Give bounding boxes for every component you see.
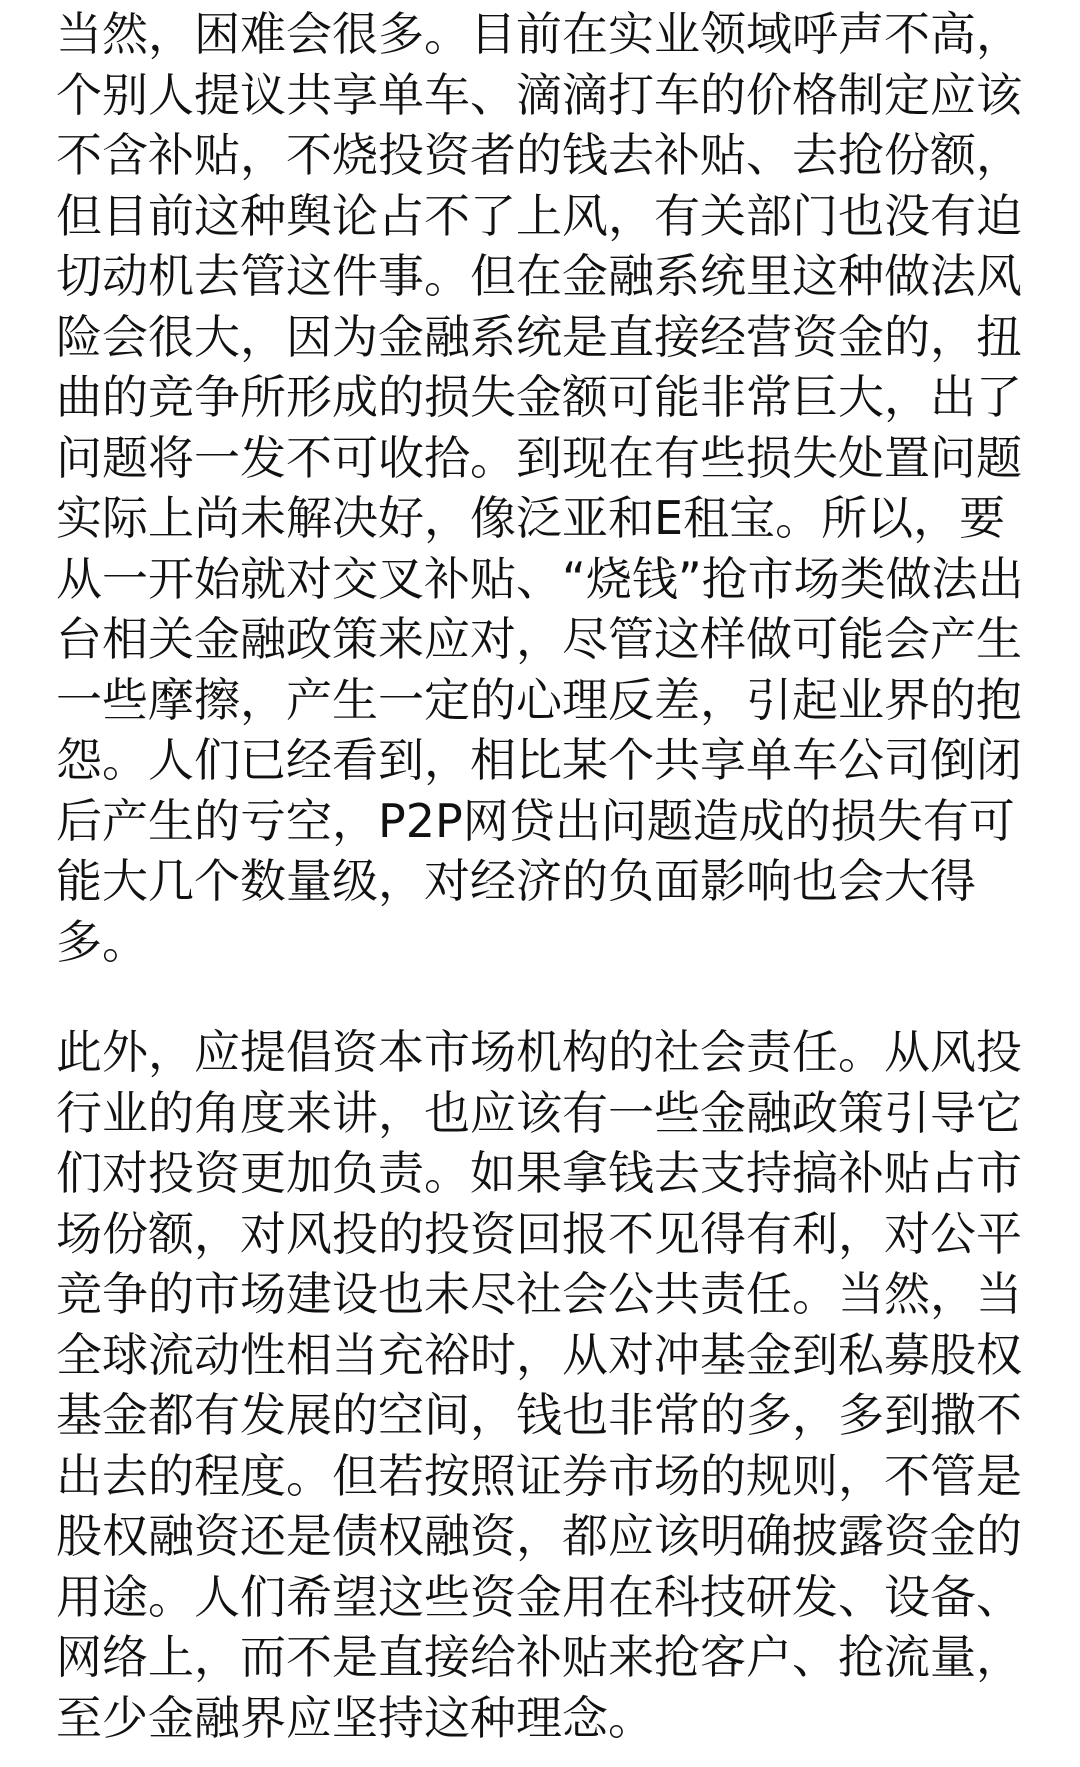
text-line: 实际上尚未解决好，像泛亚和E租宝。所以，要 <box>56 491 1006 545</box>
text-line: 用途。人们希望这些资金用在科技研发、设备、 <box>56 1569 1022 1624</box>
text-line: 台相关金融政策来应对，尽管这样做可能会产生 <box>56 612 1022 666</box>
text-line: 曲的竞争所形成的损失金额可能非常巨大，出了 <box>56 370 1022 424</box>
text-line: 但目前这种舆论占不了上风，有关部门也没有迫 <box>56 188 1022 243</box>
text-line: 不含补贴，不烧投资者的钱去补贴、去抢份额， <box>56 128 1022 182</box>
text-line: 们对投资更加负责。如果拿钱去支持搞补贴占市 <box>56 1146 1022 1200</box>
text-line: 能大几个数量级，对经济的负面影响也会大得 <box>56 854 976 908</box>
text-line: 股权融资还是债权融资，都应该明确披露资金的 <box>56 1509 1022 1563</box>
text-line: 怨。人们已经看到，相比某个共享单车公司倒闭 <box>56 733 1022 787</box>
text-line: 行业的角度来讲，也应该有一些金融政策引导它 <box>56 1085 1022 1140</box>
text-line: 网络上，而不是直接给补贴来抢客户、抢流量， <box>56 1630 1022 1684</box>
text-line: 此外，应提倡资本市场机构的社会责任。从风投 <box>56 1025 1022 1079</box>
text-line: 个别人提议共享单车、滴滴打车的价格制定应该 <box>56 67 1022 122</box>
text-line: 多。 <box>56 914 148 969</box>
paragraph-2 <box>56 1022 1022 1748</box>
text-line: 从一开始就对交叉补贴、“烧钱”抢市场类做法出 <box>56 551 1024 606</box>
text-line: 一些摩擦，产生一定的心理反差，引起业界的抱 <box>56 672 1022 727</box>
text-line: 至少金融界应坚持这种理念。 <box>56 1690 654 1745</box>
text-line: 出去的程度。但若按照证券市场的规则，不管是 <box>56 1448 1022 1503</box>
text-line: 切动机去管这件事。但在金融系统里这种做法风 <box>56 249 1022 303</box>
text-line: 当然，困难会很多。目前在实业领域呼声不高， <box>56 7 1022 61</box>
text-line: 后产生的亏空，P2P网贷出问题造成的损失有可 <box>56 793 1015 848</box>
text-line: 基金都有发展的空间，钱也非常的多，多到撒不 <box>56 1388 1022 1442</box>
text-line: 竞争的市场建设也未尽社会公共责任。当然，当 <box>56 1267 1022 1321</box>
text-line: 险会很大，因为金融系统是直接经营资金的，扭 <box>56 309 1022 364</box>
text-line: 全球流动性相当充裕时，从对冲基金到私募股权 <box>56 1327 1022 1382</box>
text-line: 场份额，对风投的投资回报不见得有利，对公平 <box>56 1206 1022 1261</box>
text-line: 问题将一发不可收拾。到现在有些损失处置问题 <box>56 430 1022 485</box>
paragraph-1 <box>56 4 1024 972</box>
